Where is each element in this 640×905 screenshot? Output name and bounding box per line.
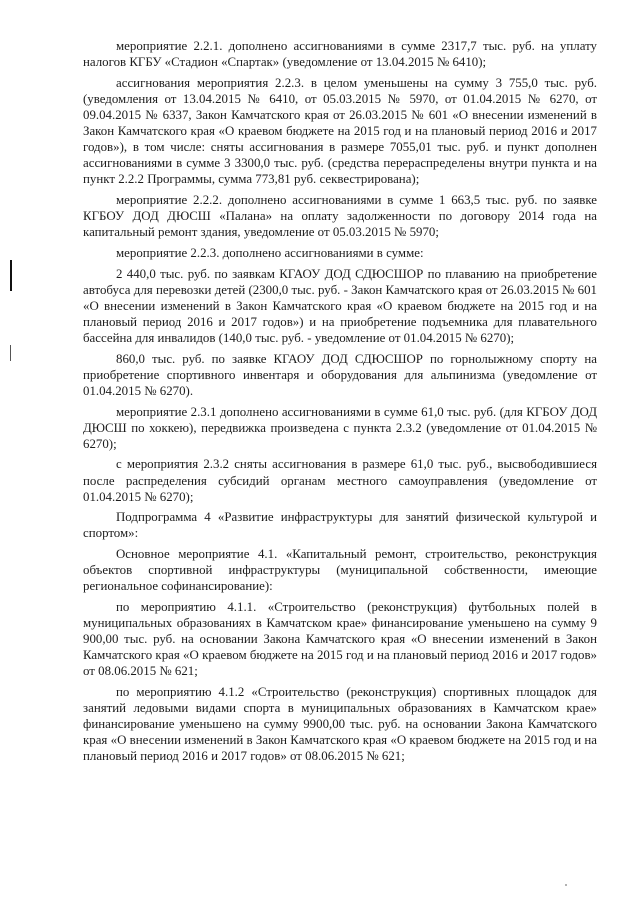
- paragraph-measure-2-2-2: мероприятие 2.2.2. дополнено ассигнованиями в сумме 1 663,5 тыс. руб. по заявке КГБОУ ДОД ДЮСШ «Палана» на оплату задолженности по договору 2014 года на капитальный ремонт здания, уведомление от 05.03.2015 № 5970;: [83, 193, 597, 240]
- paragraph-subprogram-4: Подпрограмма 4 «Развитие инфраструктуры для занятий физической культурой и спортом»:: [83, 510, 597, 541]
- paragraph-measure-4-1-2: по мероприятию 4.1.2 «Строительство (реконструкция) спортивных площадок для занятий ледовыми видами спорта в муниципальных образованиях в Камчатском крае» финансирование уменьшено на сумму 9900,00 тыс. руб. на основании Закона Камчатского края «О внесении изменений в Закон Камчатского края «О краевом бюджете на 2015 год и на плановый период 2016 и 2017 годов» от 08.06.2015 № 621;: [83, 685, 597, 764]
- margin-mark: [10, 345, 11, 361]
- paragraph-measure-2-3-1: мероприятие 2.3.1 дополнено ассигнованиями в сумме 61,0 тыс. руб. (для КГБОУ ДОД ДЮСШ по хоккею), передвижка произведена с пункта 2.3.2 (уведомление от 01.04.2015 № 6270);: [83, 404, 597, 451]
- scan-speck: [565, 884, 567, 886]
- paragraph-swimming-bus: 2 440,0 тыс. руб. по заявкам КГАОУ ДОД СДЮСШОР по плаванию на приобретение автобуса для перевозки детей (2300,0 тыс. руб. - Закон Камчатского края от 26.03.2015 № 601 «О внесении изменений в Закон Камчатского края «О краевом бюджете на 2015 год и на плановый период 2016 и 2017 годов») и на приобретение подъемника для плавательного бассейна для инвалидов (140,0 тыс. руб. - уведомление от 01.04.2015 № 6270);: [83, 266, 597, 345]
- paragraph-measure-4-1-1: по мероприятию 4.1.1. «Строительство (реконструкция) футбольных полей в муниципальных образованиях в Камчатском крае» финансирование уменьшено на сумму 9 900,00 тыс. руб. на основании Закона Камчатского края «О внесении изменений в Закон Камчатского края «О краевом бюджете на 2015 год и на плановый период 2016 и 2017 годов» от 08.06.2015 № 621;: [83, 599, 597, 679]
- paragraph-ski-equipment: 860,0 тыс. руб. по заявке КГАОУ ДОД СДЮСШОР по горнолыжному спорту на приобретение спортивного инвентаря и оборудования для альпинизма (уведомление от 01.04.2015 № 6270).: [83, 351, 597, 398]
- paragraph-measure-2-2-3-added: мероприятие 2.2.3. дополнено ассигнованиями в сумме:: [116, 245, 424, 260]
- margin-mark: [10, 260, 12, 291]
- paragraph-measure-2-2-3-reduced: ассигнования мероприятия 2.2.3. в целом уменьшены на сумму 3 755,0 тыс. руб. (уведомления от 13.04.2015 № 6410, от 05.03.2015 № 5970, от 01.04.2015 № 6270, от 09.04.2015 № 6337, Закон Камчатского края от 26.03.2015 № 601 «О внесении изменений в Закон Камчатского края «О краевом бюджете на 2015 год и на плановый период 2016 и 2017 годов»), в том числе: сняты ассигнования в размере 7055,01 тыс. руб. и пункт дополнен ассигнованиями в сумме 3 3300,0 тыс. руб. (средства перераспределены внутри пункта и на пункт 2.2.2 Программы, сумма 773,81 руб. секвестрирована);: [83, 75, 597, 187]
- document-body: [83, 38, 597, 769]
- paragraph-measure-2-3-2: с мероприятия 2.3.2 сняты ассигнования в размере 61,0 тыс. руб., высвободившиеся после распределения субсидий органам местного самоуправления (уведомление от 01.04.2015 № 6270);: [83, 457, 597, 504]
- paragraph-measure-2-2-1: мероприятие 2.2.1. дополнено ассигнованиями в сумме 2317,7 тыс. руб. на уплату налогов КГБУ «Стадион «Спартак» (уведомление от 13.04.2015 № 6410);: [83, 39, 597, 70]
- paragraph-main-measure-4-1: Основное мероприятие 4.1. «Капитальный ремонт, строительство, реконструкция объектов спортивной инфраструктуры (муниципальной собственности, имеющие региональное софинансирование):: [83, 547, 597, 594]
